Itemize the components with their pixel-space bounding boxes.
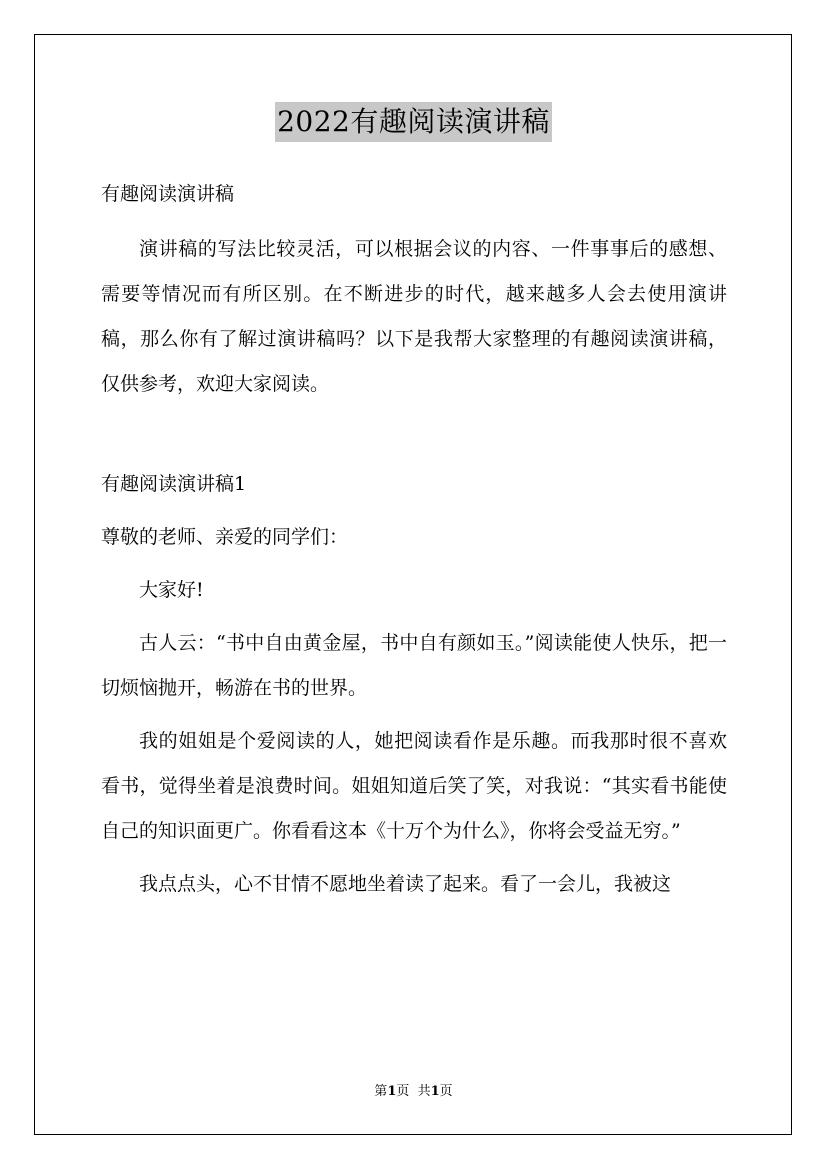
document-body [101, 172, 727, 907]
greeting: 大家好! [139, 579, 204, 601]
body-paragraph-1: 古人云：“书中自由黄金屋，书中自有颜如玉。”阅读能使人快乐，把一切烦恼抛开，畅游在书的世界。 [101, 632, 727, 699]
document-title: 2022有趣阅读演讲稿 [275, 102, 552, 142]
body-paragraph-3: 我点点头，心不甘情不愿地坐着读了起来。看了一会儿，我被这 [139, 873, 672, 895]
title-wrapper [0, 102, 827, 142]
document-subtitle: 有趣阅读演讲稿 [101, 183, 235, 205]
salutation: 尊敬的老师、亲爱的同学们： [101, 526, 349, 548]
footer-suffix: 页 [439, 1084, 453, 1099]
body-paragraph-2: 我的姐姐是个爱阅读的人，她把阅读看作是乐趣。而我那时很不喜欢看书，觉得坐着是浪费时间。姐姐知道后笑了笑，对我说：“其实看书能使自己的知识面更广。你看看这本《十万个为什么》，你将会受益无穷。” [101, 730, 727, 842]
footer-mid: 页 共 [396, 1084, 431, 1099]
section-heading: 有趣阅读演讲稿1 [101, 473, 247, 495]
total-page-number: 1 [430, 1084, 440, 1099]
footer-prefix: 第 [374, 1084, 388, 1099]
current-page-number: 1 [387, 1084, 397, 1099]
page-footer [0, 1082, 827, 1102]
intro-paragraph: 演讲稿的写法比较灵活，可以根据会议的内容、一件事事后的感想、需要等情况而有所区别。在不断进步的时代，越来越多人会去使用演讲稿，那么你有了解过演讲稿吗？以下是我帮大家整理的有趣阅读演讲稿，仅供参考，欢迎大家阅读。 [101, 238, 727, 395]
